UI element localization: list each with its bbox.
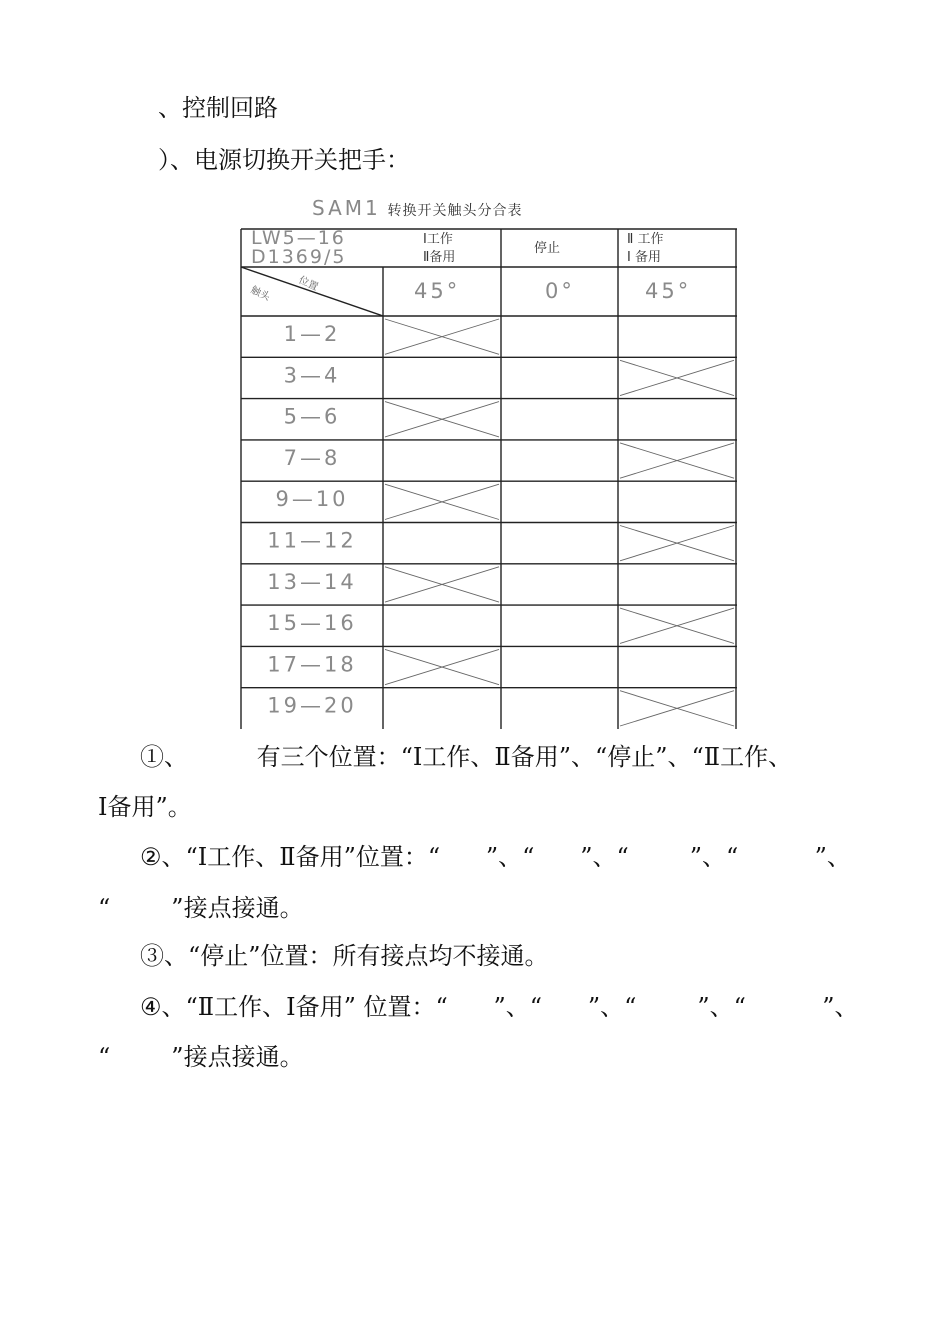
contact-label: 17—18 — [267, 652, 357, 677]
diagonal-label-contact: 触头 — [248, 284, 272, 304]
closed-contact-x-mark — [620, 608, 734, 643]
closed-contact-x-mark — [385, 484, 499, 519]
table-caption-title: 转换开关触头分合表 — [387, 203, 523, 219]
closed-contact-x-mark — [620, 526, 734, 561]
col1-header-line1: Ⅰ工作 — [423, 232, 453, 247]
closed-contact-x-mark — [620, 443, 734, 478]
diagonal-label-position: 位置 — [296, 274, 320, 294]
section-heading-control-circuit: 、控制回路 — [158, 94, 278, 122]
contact-labels — [267, 322, 356, 718]
paragraph-4-line-2: “ ”接点接通。 — [98, 1043, 304, 1071]
closed-contact-x-mark — [385, 402, 499, 437]
closed-contact-x-mark — [385, 567, 499, 602]
paragraph-2-line-2: “ ”接点接通。 — [98, 894, 304, 922]
closed-contact-x-mark — [620, 691, 734, 726]
col1-header-line2: Ⅱ备用 — [423, 250, 456, 265]
contact-label: 11—12 — [267, 528, 357, 553]
contact-label: 19—20 — [267, 693, 357, 718]
closed-contact-x-mark — [385, 649, 499, 684]
switch-model-line1: LW5—16 — [251, 227, 346, 249]
contact-label: 1—2 — [283, 322, 341, 346]
paragraph-4-line-1: ④、“Ⅱ工作、Ⅰ备用” 位置：“ ”、“ ”、“ ”、“ ”、 — [140, 993, 859, 1021]
col3-header-line2: Ⅰ 备用 — [627, 250, 661, 265]
contact-label: 5—6 — [283, 404, 341, 429]
angle-col1: 45° — [414, 279, 461, 303]
paragraph-3: ③、“停止”位置：所有接点均不接通。 — [140, 942, 549, 970]
closed-contact-x-mark — [620, 360, 734, 395]
contact-label: 15—16 — [267, 611, 357, 636]
section-heading-switch-handle: ）、电源切换开关把手： — [158, 146, 410, 174]
table-caption-code: SAM1 — [312, 196, 381, 220]
angle-col2: 0° — [545, 279, 575, 303]
paragraph-2-line-1: ②、“Ⅰ工作、Ⅱ备用”位置：“ ”、“ ”、“ ”、“ ”、 — [140, 843, 851, 871]
paragraph-1-line-2: Ⅰ备用”。 — [98, 793, 192, 821]
paragraph-1-line-1: ①、 有三个位置：“Ⅰ工作、Ⅱ备用”、“停止”、“Ⅱ工作、 — [140, 743, 793, 771]
col3-header-line1: Ⅱ 工作 — [627, 232, 664, 247]
angle-col3: 45° — [645, 279, 692, 303]
col2-header: 停止 — [534, 241, 561, 256]
contact-label: 3—4 — [283, 363, 341, 388]
contact-label: 7—8 — [283, 445, 341, 470]
closed-contact-x-mark — [385, 319, 499, 354]
contact-label: 9—10 — [275, 487, 349, 512]
switch-model-line2: D1369/5 — [251, 246, 347, 268]
contact-label: 13—14 — [267, 569, 357, 594]
